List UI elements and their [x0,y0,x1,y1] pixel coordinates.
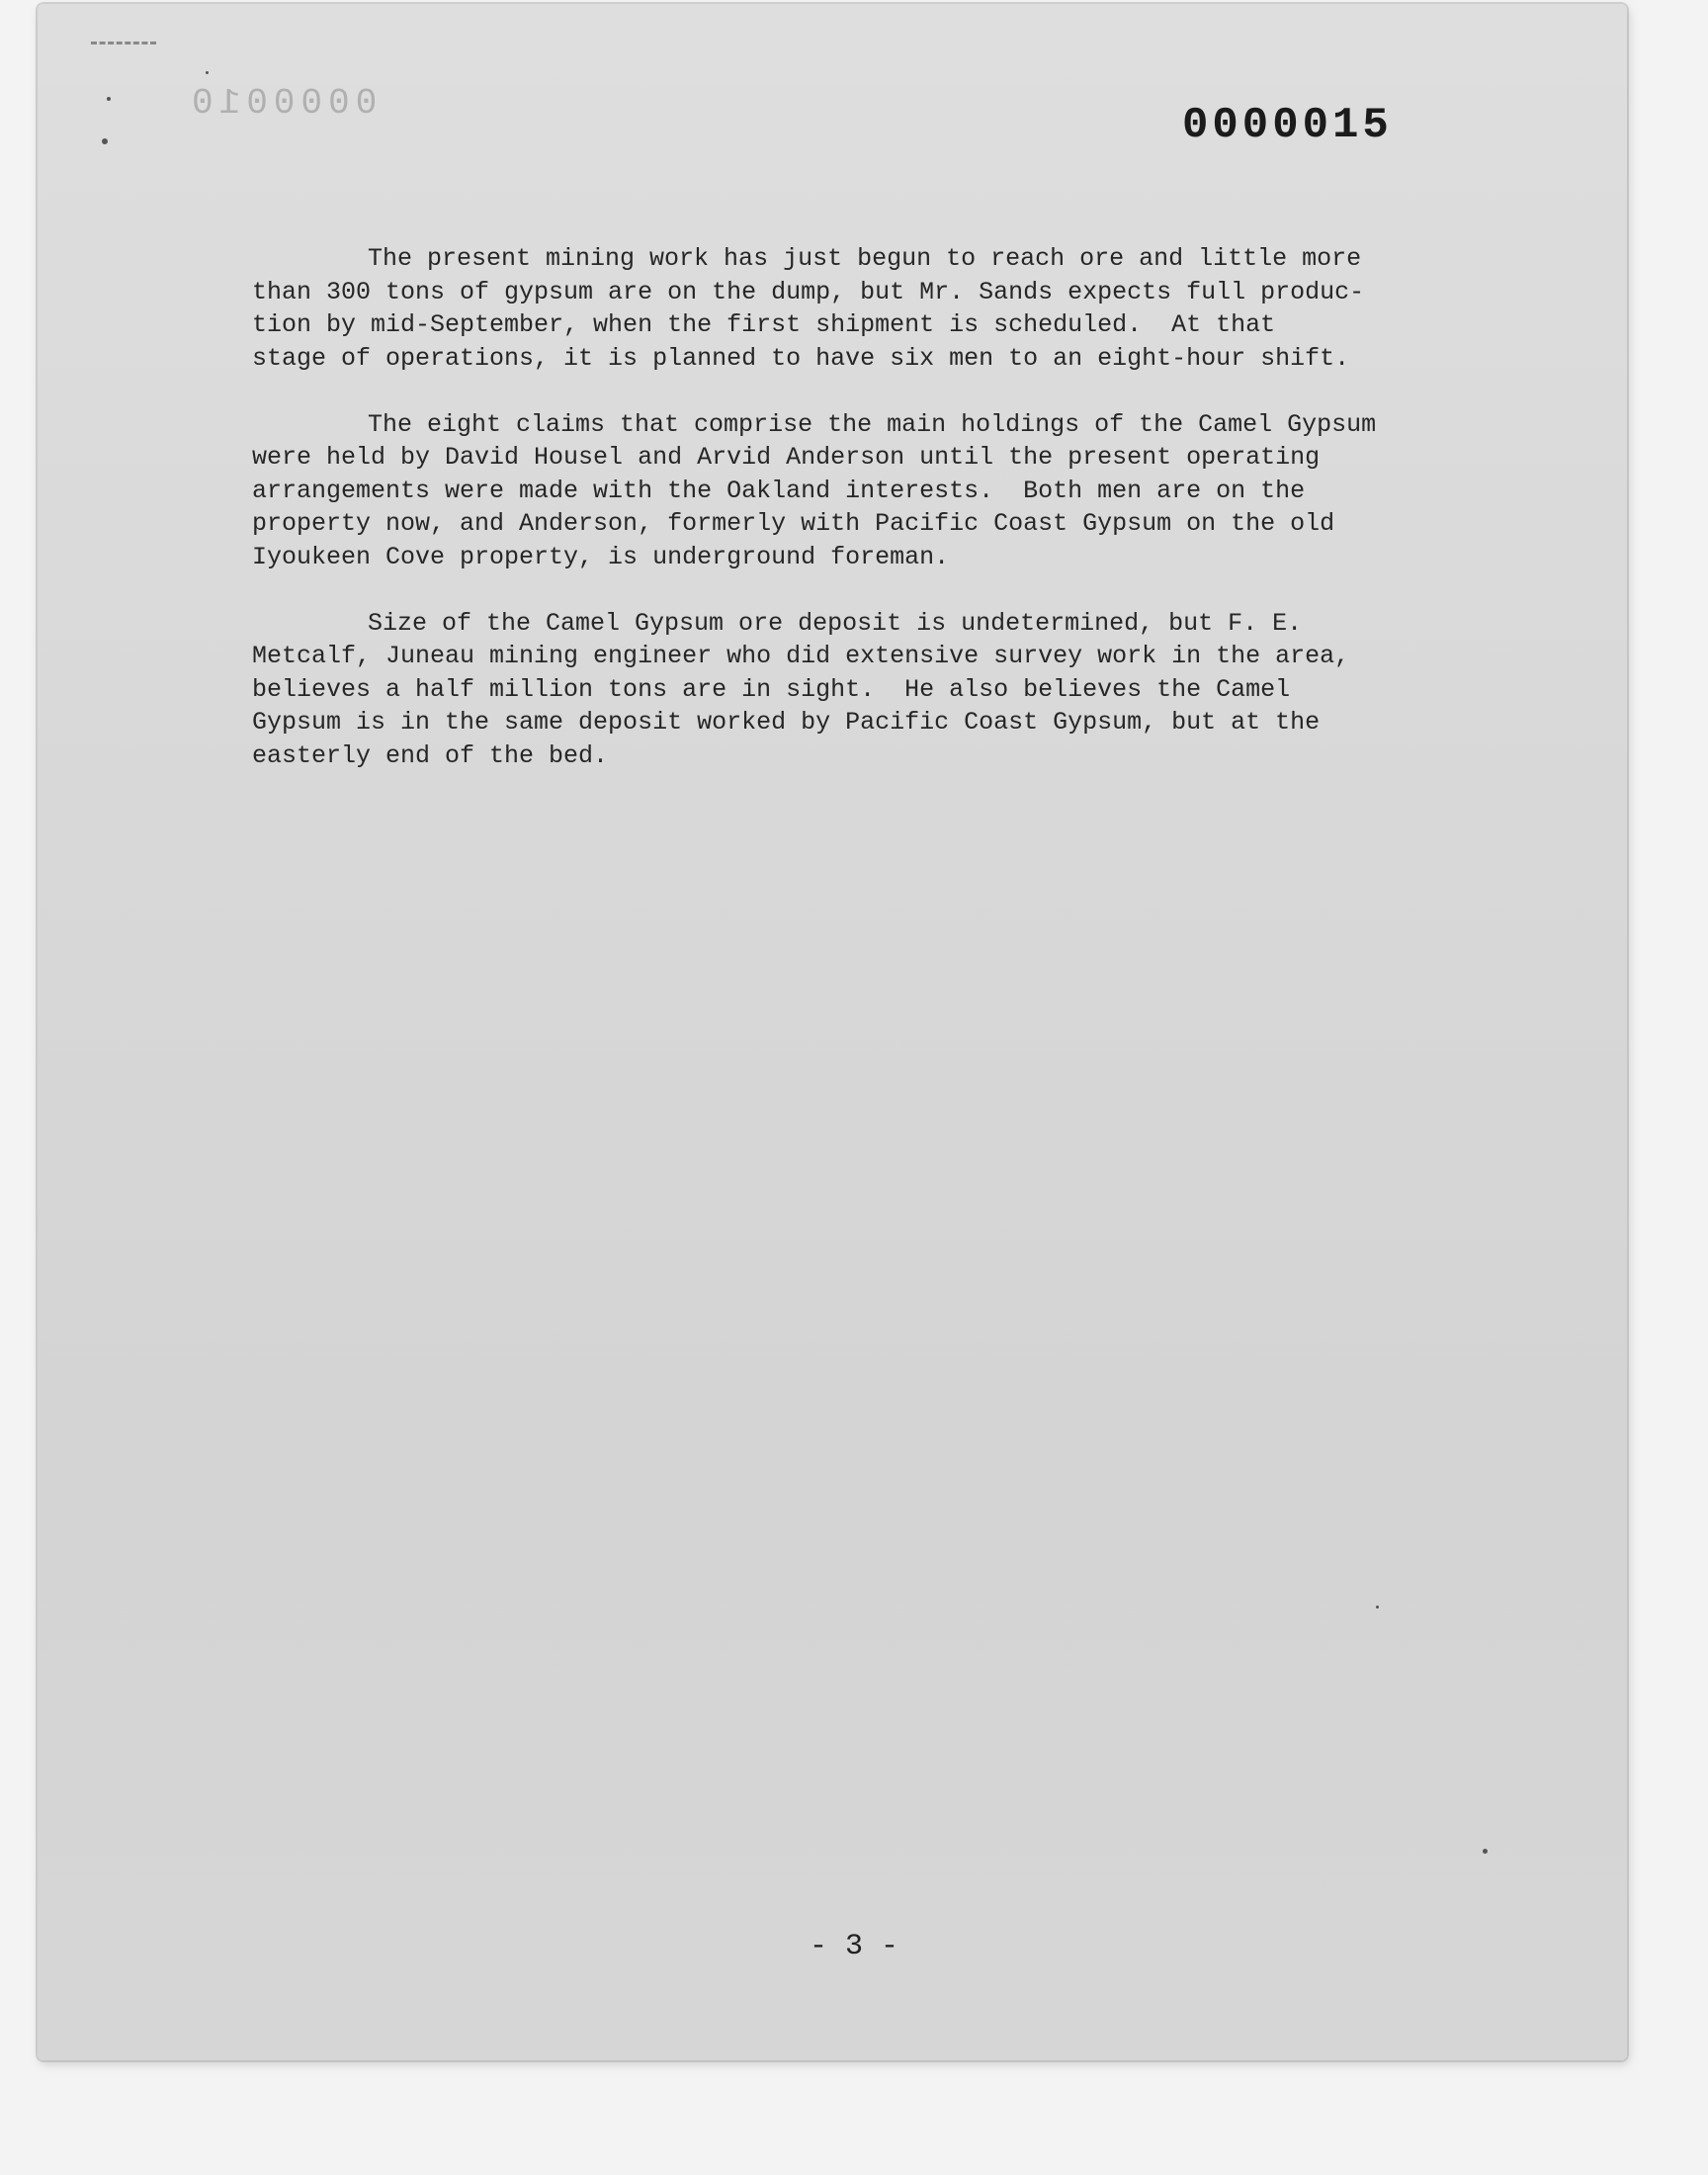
text-line: tion by mid-September, when the first shipment is scheduled. At that [252,310,1276,339]
scan-mark [91,42,156,48]
text-line: Gypsum is in the same deposit worked by Pacific Coast Gypsum, but at the [252,708,1321,737]
text-line: The present mining work has just begun to reach ore and little more [368,244,1362,273]
paragraph-2 [252,408,1549,574]
text-line: Size of the Camel Gypsum ore deposit is undetermined, but F. E. [368,608,1303,638]
text-line: The eight claims that comprise the main holdings of the Camel Gypsum [368,409,1377,439]
scan-speck [107,97,111,101]
body-text [252,242,1549,806]
text-line: believes a half million tons are in sight. He also believes the Camel [252,674,1291,704]
scan-speck [102,138,108,144]
text-line: stage of operations, it is planned to have six men to an eight-hour shift. [252,343,1350,373]
text-line: arrangements were made with the Oakland interests. Both men are on the [252,476,1306,505]
text-line: were held by David Housel and Arvid Anderson until the present operating [252,443,1321,472]
text-line: Iyoukeen Cove property, is underground foreman. [252,542,950,571]
scan-speck [1376,1606,1379,1609]
paragraph-1 [252,242,1549,375]
mirrored-stamp-number: 0000010 [186,83,378,124]
paragraph-3 [252,607,1549,773]
text-line: Metcalf, Juneau mining engineer who did extensive survey work in the area, [252,642,1350,670]
text-line: easterly end of the bed. [252,740,609,770]
scan-speck [1483,1849,1488,1854]
text-line: than 300 tons of gypsum are on the dump, but Mr. Sands expects full produc- [252,277,1365,306]
document-number: 0000015 [1182,101,1393,150]
text-line: property now, and Anderson, formerly with Pacific Coast Gypsum on the old [252,509,1335,538]
page-number: - 3 - [809,1930,898,1963]
scan-speck [206,71,209,74]
